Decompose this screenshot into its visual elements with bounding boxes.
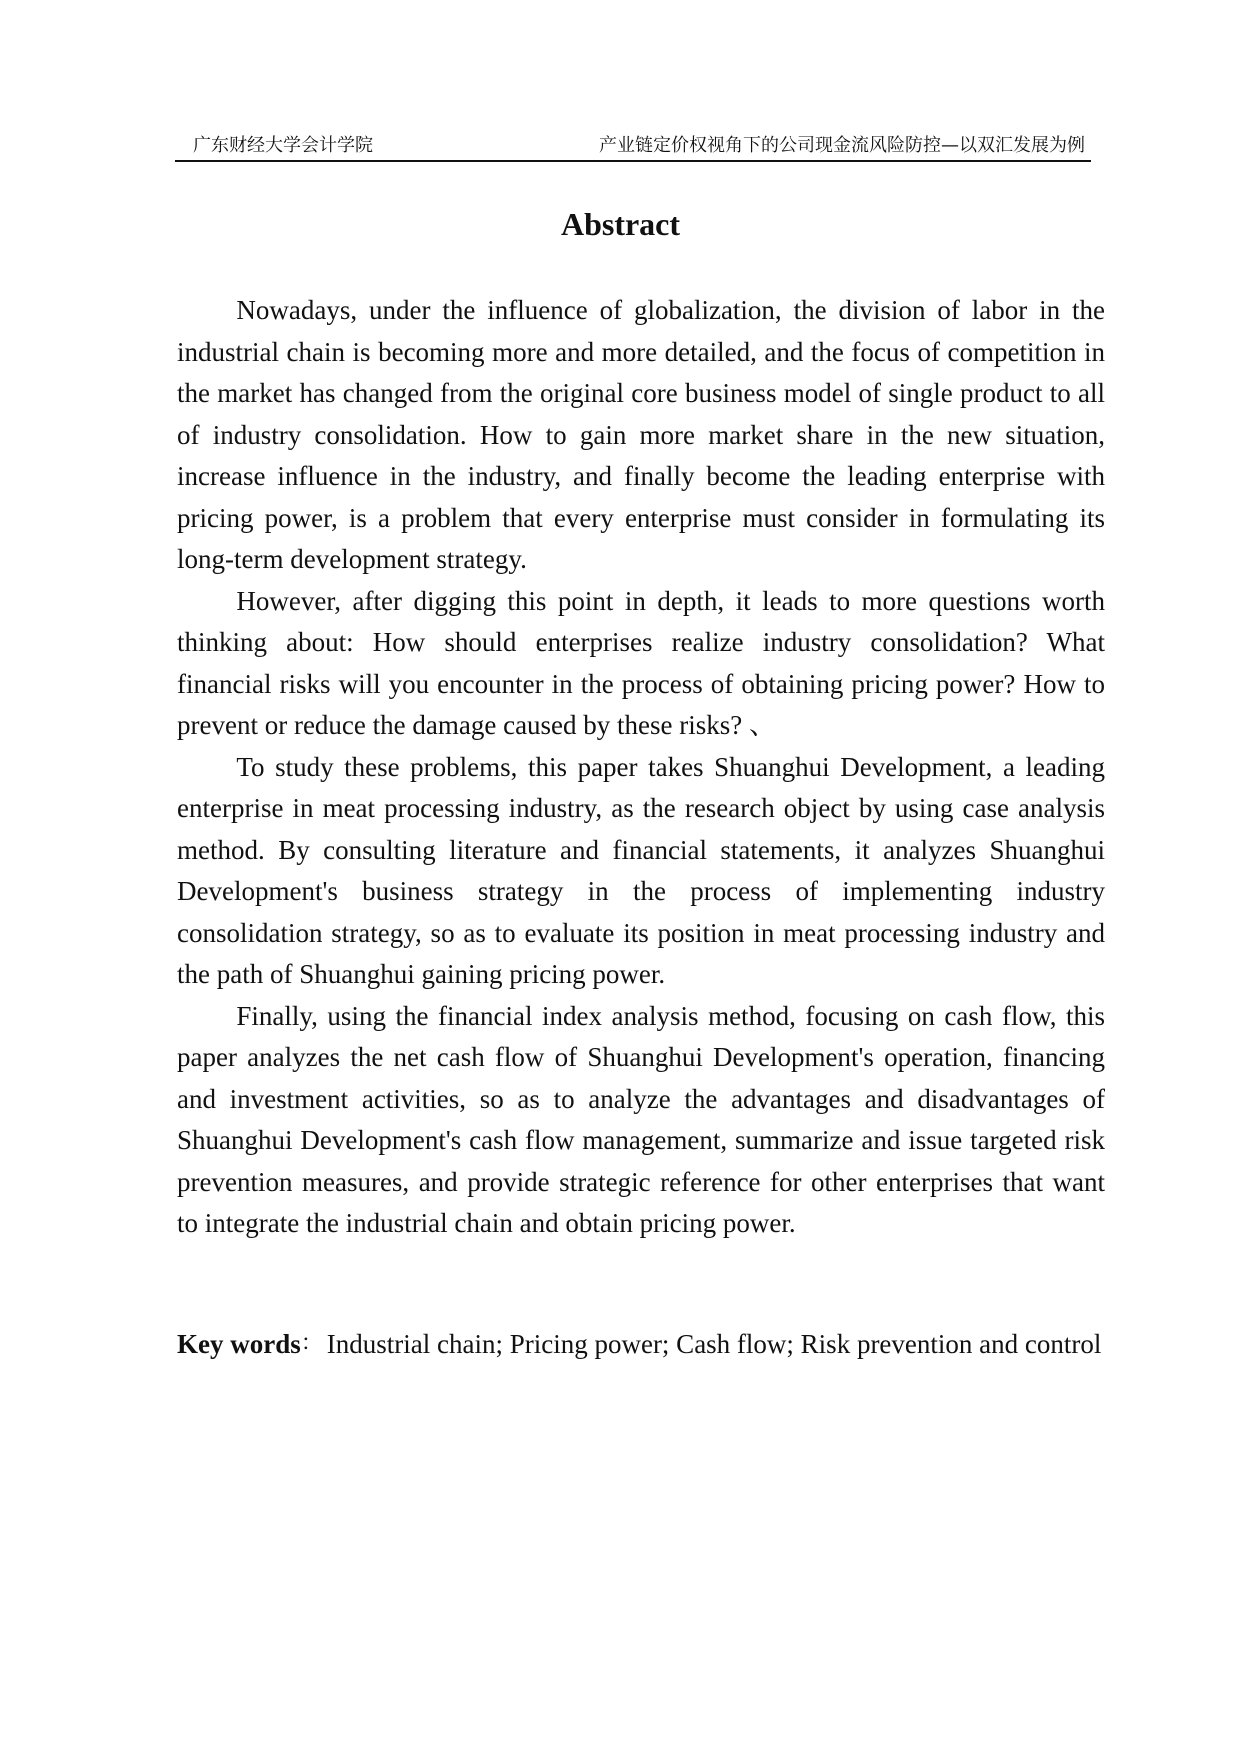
abstract-body xyxy=(177,290,1105,1245)
abstract-paragraph-2: However, after digging this point in depth, it leads to more questions worth thinking about: How should enterprises realize industry consolidation? What financial risks will you encounter in the process of obtaining pricing power? How to prevent or reduce the damage caused by these risks? 、 xyxy=(177,585,1105,740)
keywords-block xyxy=(177,1317,1105,1371)
abstract-paragraph-1: Nowadays, under the influence of globalization, the division of labor in the industrial chain is becoming more and more detailed, and the focus of competition in the market has changed from the original core business model of single product to all of industry consolidation. How to gain more market share in the new situation, increase influence in the industry, and finally become the leading enterprise with pricing power, is a problem that every enterprise must consider in formulating its long-term development strategy. xyxy=(177,295,1105,574)
keywords-colon: ： xyxy=(300,1331,323,1356)
abstract-paragraph-3: To study these problems, this paper takes Shuanghui Development, a leading enterprise in meat processing industry, as the research object by using case analysis method. By consulting literature and financial statements, it analyzes Shuanghui Development's business strategy in the process of implementing industry consolidation strategy, so as to evaluate its position in meat processing industry and the path of Shuanghui gaining pricing power. xyxy=(177,751,1105,989)
keywords-value: Industrial chain; Pricing power; Cash flow; Risk prevention and control xyxy=(326,1329,1102,1359)
header-thesis-title: 产业链定价权视角下的公司现金流风险防控—以双汇发展为例 xyxy=(599,135,1085,156)
running-header xyxy=(175,130,1091,162)
abstract-paragraph-4: Finally, using the financial index analysis method, focusing on cash flow, this paper analyzes the net cash flow of Shuanghui Development's operation, financing and investment activities, so as to analyze the advantages and disadvantages of Shuanghui Development's cash flow management, summarize and issue targeted risk prevention measures, and provide strategic reference for other enterprises that want to integrate the industrial chain and obtain pricing power. xyxy=(177,1000,1105,1238)
header-institution: 广东财经大学会计学院 xyxy=(193,135,373,156)
abstract-title: Abstract xyxy=(560,206,681,242)
keywords-label: Key words xyxy=(177,1329,301,1359)
